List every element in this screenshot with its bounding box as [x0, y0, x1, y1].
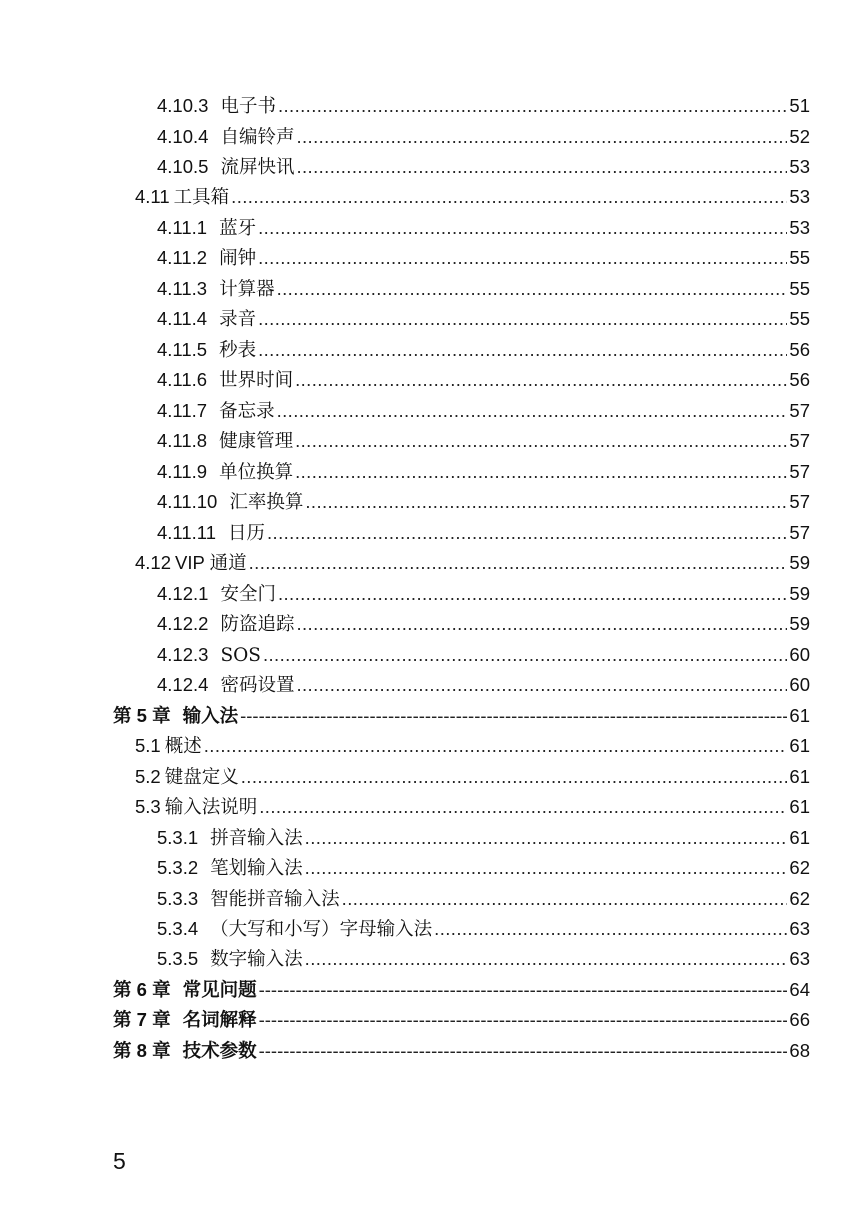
toc-leader	[278, 582, 787, 606]
toc-entry-page: 57	[789, 460, 810, 482]
toc-entry-number: 4.11.2	[157, 247, 208, 269]
toc-entry-page: 61	[789, 826, 810, 848]
toc-entry-page: 60	[789, 643, 810, 665]
toc-entry-number: 4.11.9	[157, 460, 208, 482]
toc-entry-chapter	[113, 1008, 810, 1032]
toc-leader	[295, 429, 787, 453]
toc-entry-subsection	[157, 429, 810, 453]
toc-entry-title: 日历	[227, 522, 265, 544]
toc-entry-page: 55	[789, 308, 810, 330]
toc-entry-number: 5.2	[135, 765, 161, 787]
toc-entry-subsection	[157, 826, 810, 850]
toc-leader	[296, 673, 787, 697]
toc-entry-page: 57	[789, 430, 810, 452]
toc-entry-section	[135, 734, 810, 758]
toc-entry-page: 56	[789, 338, 810, 360]
toc-entry-page: 62	[789, 887, 810, 909]
toc-entry-number: 第 7 章	[113, 1009, 171, 1031]
toc-entry-number: 4.11	[135, 186, 170, 208]
toc-leader	[259, 1008, 788, 1032]
toc-leader	[296, 125, 787, 149]
toc-leader	[204, 734, 788, 758]
toc-leader	[305, 826, 788, 850]
toc-entry-number: 5.3	[135, 796, 161, 817]
toc-entry-title: 流屏快讯	[220, 157, 295, 178]
toc-entry-subsection	[157, 246, 810, 270]
toc-entry-page: 68	[789, 1039, 810, 1061]
toc-entry-title: 笔划输入法	[210, 858, 303, 879]
toc-entry-chapter	[113, 1039, 810, 1063]
toc-entry-number: 5.1	[135, 735, 161, 757]
toc-entry-title: 防盗追踪	[220, 614, 295, 636]
toc-entry-number: 4.11.8	[157, 430, 208, 452]
toc-entry-page: 63	[789, 918, 810, 939]
toc-entry-subsection	[157, 155, 810, 179]
toc-entry-title: 技术参数	[182, 1039, 257, 1061]
toc-entry-subsection	[157, 94, 810, 118]
toc-entry-page: 56	[789, 369, 810, 391]
toc-leader	[305, 856, 788, 880]
toc-entry-subsection	[157, 216, 810, 240]
toc-entry-page: 63	[789, 948, 810, 970]
toc-entry-title: SOS	[220, 644, 261, 666]
toc-entry-number: 4.11.5	[157, 338, 208, 360]
toc-entry-subsection	[157, 338, 810, 362]
toc-leader	[296, 612, 787, 636]
toc-entry-number: 5.3.2	[157, 857, 199, 878]
toc-entry-page: 61	[789, 704, 810, 726]
toc-entry-title: 录音	[219, 309, 257, 331]
toc-entry-page: 66	[789, 1009, 810, 1031]
toc-entry-page: 59	[789, 613, 810, 635]
toc-entry-title: 世界时间	[219, 370, 294, 392]
toc-entry-subsection	[157, 368, 810, 392]
toc-entry-section	[135, 765, 810, 789]
toc-entry-page: 61	[789, 796, 810, 817]
toc-entry-page: 53	[789, 186, 810, 208]
toc-leader	[241, 765, 788, 789]
toc-entry-title: 闹钟	[219, 248, 257, 270]
toc-entry-subsection	[157, 947, 810, 971]
toc-entry-page: 64	[789, 978, 810, 1000]
toc-entry-number: 4.12.1	[157, 582, 209, 604]
toc-entry-title: VIP 通道	[175, 552, 247, 574]
toc-entry-number: 第 6 章	[113, 978, 171, 1000]
toc-entry-number: 4.12.3	[157, 643, 209, 665]
toc-leader	[263, 643, 787, 667]
toc-entry-chapter	[113, 978, 810, 1002]
toc-leader	[240, 704, 787, 728]
toc-entry-page: 57	[789, 521, 810, 543]
toc-entry-number: 4.11.7	[157, 399, 208, 421]
toc-entry-title: 数字输入法	[210, 949, 303, 971]
toc-leader	[295, 368, 787, 392]
toc-leader	[295, 460, 787, 484]
toc-entry-subsection	[157, 917, 810, 941]
toc-entry-number: 4.10.4	[157, 125, 209, 147]
toc-entry-title: 电子书	[220, 96, 276, 117]
toc-entry-title: 智能拼音输入法	[210, 888, 340, 910]
toc-entry-page: 55	[789, 277, 810, 299]
toc-entry-title: 输入法说明	[164, 796, 258, 817]
toc-leader	[278, 94, 787, 118]
toc-entry-subsection	[157, 277, 810, 301]
toc-entry-subsection	[157, 125, 810, 149]
toc-entry-title: 健康管理	[219, 431, 294, 453]
toc-entry-subsection	[157, 582, 810, 606]
toc-entry-page: 61	[789, 765, 810, 787]
toc-leader	[277, 277, 788, 301]
toc-entry-title: 名词解释	[182, 1009, 257, 1031]
toc-entry-page: 61	[789, 735, 810, 757]
toc-entry-title: 秒表	[219, 339, 257, 361]
toc-entry-title: 计算器	[219, 278, 275, 300]
toc-leader	[259, 978, 788, 1002]
toc-entry-number: 5.3.5	[157, 948, 199, 970]
toc-entry-number: 4.11.6	[157, 369, 208, 391]
toc-entry-section	[135, 185, 810, 209]
toc-entry-title: 汇率换算	[229, 492, 304, 514]
toc-entry-title: 单位换算	[219, 461, 294, 483]
toc-leader	[296, 155, 787, 179]
toc-entry-title: 键盘定义	[164, 765, 239, 787]
toc-entry-subsection	[157, 460, 810, 484]
toc-entry-number: 4.12.4	[157, 674, 209, 696]
toc-entry-chapter	[113, 704, 810, 728]
toc-leader	[434, 917, 787, 941]
toc-entry-page: 62	[789, 857, 810, 878]
toc-entry-section	[135, 551, 810, 575]
toc-leader	[258, 246, 787, 270]
toc-entry-subsection	[157, 612, 810, 636]
toc-leader	[259, 1039, 788, 1063]
toc-entry-subsection	[157, 856, 810, 880]
toc-entry-number: 4.11.4	[157, 308, 208, 330]
toc-entry-page: 60	[789, 674, 810, 696]
toc-leader	[267, 521, 787, 545]
page-number: 5	[113, 1148, 126, 1174]
toc-entry-number: 4.10.5	[157, 156, 209, 177]
toc-leader	[277, 399, 788, 423]
toc-entry-title: 常见问题	[182, 978, 257, 1000]
toc-entry-section	[135, 795, 810, 819]
toc-entry-number: 5.3.1	[157, 826, 199, 848]
toc-entry-number: 4.12	[135, 552, 172, 574]
toc-entry-title: 输入法	[182, 704, 239, 726]
toc-entry-number: 4.11.1	[157, 216, 208, 238]
toc-entry-title: 蓝牙	[219, 217, 257, 239]
toc-leader	[258, 307, 787, 331]
toc-entry-subsection	[157, 643, 810, 667]
toc-leader	[305, 947, 788, 971]
toc-entry-page: 53	[789, 156, 810, 177]
toc-entry-title: 备忘录	[219, 400, 275, 422]
toc-entry-title: （大写和小写）字母输入法	[210, 919, 433, 940]
toc-entry-number: 5.3.4	[157, 918, 199, 939]
toc-leader	[258, 338, 787, 362]
toc-entry-page: 53	[789, 216, 810, 238]
toc-entry-number: 4.10.3	[157, 95, 209, 116]
toc-entry-number: 4.12.2	[157, 613, 209, 635]
toc-leader	[259, 795, 787, 819]
toc-entry-number: 第 5 章	[113, 704, 171, 726]
toc-entry-page: 55	[789, 247, 810, 269]
toc-entry-page: 51	[789, 95, 810, 116]
toc-entry-page: 57	[789, 399, 810, 421]
toc-leader	[249, 551, 788, 575]
toc-leader	[342, 887, 788, 911]
toc-entry-number: 第 8 章	[113, 1039, 171, 1061]
toc-entry-number: 4.11.3	[157, 277, 208, 299]
toc-entry-title: 密码设置	[220, 675, 295, 697]
toc-entry-page: 59	[789, 582, 810, 604]
toc-leader	[231, 185, 787, 209]
toc-entry-page: 57	[789, 491, 810, 513]
toc-entry-subsection	[157, 673, 810, 697]
toc-entry-page: 52	[789, 125, 810, 147]
toc-entry-title: 拼音输入法	[210, 827, 303, 849]
toc-entry-number: 5.3.3	[157, 887, 199, 909]
toc-leader	[258, 216, 787, 240]
toc-entry-subsection	[157, 399, 810, 423]
toc-entry-subsection	[157, 307, 810, 331]
toc-entry-number: 4.11.10	[157, 491, 218, 513]
toc-entry-page: 59	[789, 552, 810, 574]
toc-entry-subsection	[157, 887, 810, 911]
toc-entry-title: 安全门	[220, 583, 276, 605]
toc-entry-number: 4.11.11	[157, 521, 216, 543]
toc-leader	[305, 490, 787, 514]
toc-entry-subsection	[157, 490, 810, 514]
toc-entry-title: 概述	[164, 735, 202, 757]
toc-entry-title: 工具箱	[173, 186, 230, 208]
toc-entry-title: 自编铃声	[220, 126, 295, 148]
toc-entry-subsection	[157, 521, 810, 545]
